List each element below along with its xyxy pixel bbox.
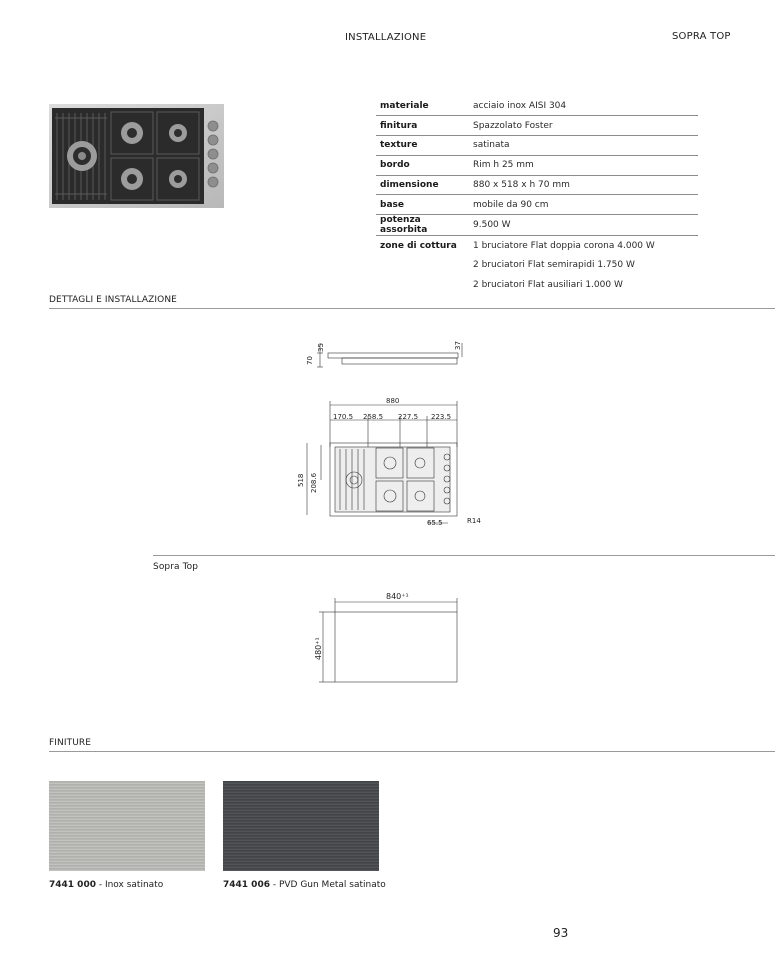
spec-label: materiale bbox=[376, 96, 469, 116]
dim-height: 518 bbox=[297, 473, 305, 487]
swatch-code: 7441 006 bbox=[223, 880, 270, 890]
section-divider bbox=[49, 308, 775, 309]
swatch-inox bbox=[49, 781, 205, 871]
page-number: 93 bbox=[553, 926, 569, 940]
swatch-code: 7441 000 bbox=[49, 880, 96, 890]
spec-label: zone di cottura bbox=[380, 240, 457, 251]
dim-side-thickness: 37 bbox=[454, 341, 462, 350]
cutout-width: 840⁺¹ bbox=[386, 592, 409, 601]
spec-label: texture bbox=[376, 136, 469, 156]
spec-label: bordo bbox=[376, 155, 469, 175]
category-title: SOPRA TOP bbox=[672, 31, 731, 42]
spec-row bbox=[376, 275, 698, 295]
spec-label: potenza assorbita bbox=[376, 215, 469, 236]
spec-row bbox=[376, 236, 698, 256]
dim-offset: 65.5 bbox=[427, 519, 443, 527]
cutout-label: Sopra Top bbox=[153, 562, 199, 572]
dim-spacing-3: 227.5 bbox=[398, 413, 419, 421]
spec-value: Spazzolato Foster bbox=[469, 116, 698, 136]
top-view-drawing bbox=[330, 443, 457, 516]
spec-row bbox=[376, 256, 698, 276]
dim-width: 880 bbox=[386, 397, 400, 405]
spec-label bbox=[376, 256, 469, 276]
spec-table bbox=[376, 96, 698, 295]
spec-value: 9.500 W bbox=[469, 215, 698, 236]
dim-spacing-2: 258.5 bbox=[363, 413, 384, 421]
finishes-divider bbox=[49, 751, 775, 752]
cutout-divider bbox=[153, 555, 775, 556]
dim-radius: R14 bbox=[467, 517, 481, 525]
spec-row bbox=[376, 116, 698, 136]
swatch-name: - Inox satinato bbox=[95, 880, 164, 890]
spec-row bbox=[376, 215, 698, 236]
section-title: INSTALLAZIONE bbox=[345, 32, 427, 43]
cutout-drawing bbox=[310, 588, 470, 688]
spec-row bbox=[376, 155, 698, 175]
dim-side-height: 70 bbox=[306, 356, 314, 365]
details-section-title: DETTAGLI E INSTALLAZIONE bbox=[49, 295, 177, 305]
dim-spacing-1: 170.5 bbox=[333, 413, 354, 421]
spec-value: 2 bruciatori Flat ausiliari 1.000 W bbox=[473, 280, 623, 291]
swatch-inox-caption bbox=[49, 880, 163, 890]
dim-half-height: 208.6 bbox=[310, 472, 318, 493]
technical-drawing bbox=[290, 335, 500, 530]
spec-label: finitura bbox=[376, 116, 469, 136]
swatch-name: - PVD Gun Metal satinato bbox=[269, 880, 386, 890]
spec-label: dimensione bbox=[376, 175, 469, 195]
spec-row bbox=[376, 96, 698, 116]
spec-row bbox=[376, 195, 698, 215]
finishes-section-title: FINITURE bbox=[49, 738, 92, 748]
swatch-gunmetal bbox=[223, 781, 379, 871]
spec-row bbox=[376, 136, 698, 156]
spec-row bbox=[376, 175, 698, 195]
cutout-height: 480⁺¹ bbox=[314, 637, 323, 660]
product-photo bbox=[49, 104, 224, 208]
spec-value: acciaio inox AISI 304 bbox=[469, 96, 698, 116]
spec-value: 2 bruciatori Flat semirapidi 1.750 W bbox=[473, 260, 635, 271]
spec-label: base bbox=[376, 195, 469, 215]
spec-value: 880 x 518 x h 70 mm bbox=[469, 175, 698, 195]
spec-label bbox=[376, 275, 469, 295]
spec-value: satinata bbox=[469, 136, 698, 156]
spec-value: Rim h 25 mm bbox=[469, 155, 698, 175]
spec-value: 1 bruciatore Flat doppia corona 4.000 W bbox=[473, 240, 655, 251]
side-view-drawing bbox=[317, 343, 462, 367]
swatch-gunmetal-caption bbox=[223, 880, 386, 890]
spec-value: mobile da 90 cm bbox=[469, 195, 698, 215]
dim-side-rim: 35 bbox=[317, 343, 325, 352]
dim-spacing-4: 223.5 bbox=[431, 413, 452, 421]
